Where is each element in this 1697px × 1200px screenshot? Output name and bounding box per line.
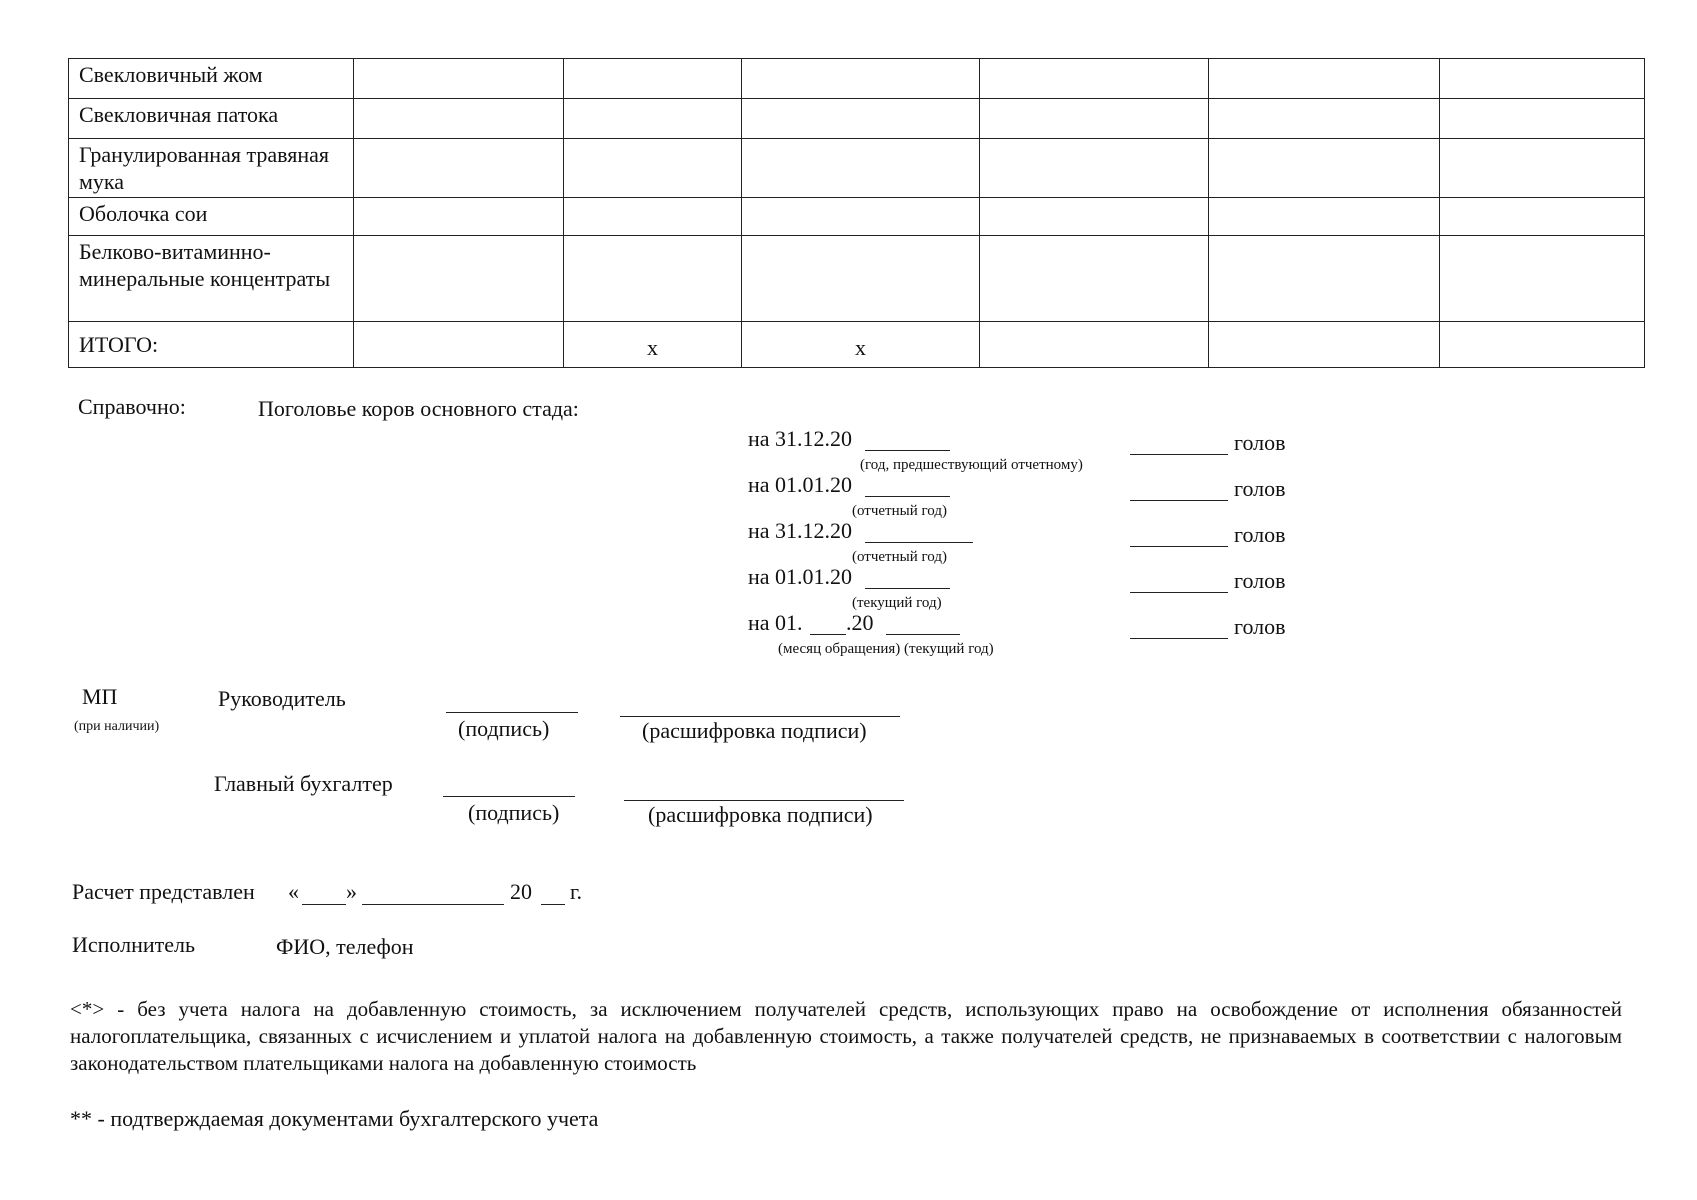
cell[interactable] — [980, 139, 1209, 198]
year-blank[interactable] — [541, 904, 565, 905]
table-row — [69, 99, 1645, 139]
cell[interactable] — [564, 139, 742, 198]
herd-date-note: (месяц обращения) (текущий год) — [778, 641, 994, 657]
cell[interactable] — [1440, 59, 1645, 99]
cell[interactable] — [742, 139, 980, 198]
table-row — [69, 139, 1645, 198]
herd-date-note: (отчетный год) — [852, 503, 947, 519]
cell[interactable] — [1440, 236, 1645, 322]
signature-caption: (подпись) — [458, 716, 550, 741]
head-count-blank[interactable] — [1130, 638, 1228, 639]
year-blank[interactable] — [865, 450, 950, 451]
head-count-blank[interactable] — [1130, 592, 1228, 593]
table-row — [69, 59, 1645, 99]
cell[interactable] — [980, 236, 1209, 322]
cell[interactable] — [1209, 198, 1440, 236]
cell[interactable] — [354, 99, 564, 139]
cell[interactable] — [354, 198, 564, 236]
year-blank[interactable] — [865, 588, 950, 589]
cell[interactable] — [980, 99, 1209, 139]
cell[interactable] — [564, 99, 742, 139]
herd-date-note: (текущий год) — [852, 595, 942, 611]
cell[interactable] — [980, 322, 1209, 368]
day-blank[interactable] — [302, 904, 346, 905]
row-label: Белково-витаминно-минеральные концентраты — [69, 236, 354, 322]
chief-accountant-label: Главный бухгалтер — [214, 771, 393, 796]
head-count-blank[interactable] — [1130, 546, 1228, 547]
accounting-footnote: ** - подтверждаемая документами бухгалтерского учета — [70, 1106, 599, 1131]
cell[interactable] — [980, 59, 1209, 99]
herd-date-prefix: на 01. — [748, 610, 803, 635]
unit-label: голов — [1234, 522, 1286, 547]
accountant-signature-line[interactable] — [443, 796, 575, 797]
cell[interactable] — [354, 322, 564, 368]
cell-x: x — [564, 322, 742, 368]
reference-label: Справочно: — [78, 394, 186, 419]
herd-date-mid: .20 — [846, 610, 874, 635]
year-blank[interactable] — [865, 542, 973, 543]
vat-footnote: <*> - без учета налога на добавленную стоимость, за исключением получателей средств, использующих право на освобождение от исполнения обязанностей налогоплательщика, связанных с исчислением и уплатой налога на добавленную стоимость, а также получателей средств, не признаваемых в соответствии с налоговым законодательством плательщиками налога на добавленную стоимость — [70, 997, 1622, 1075]
open-quote: « — [288, 879, 299, 904]
cell[interactable] — [1440, 198, 1645, 236]
herd-date-note: (отчетный год) — [852, 549, 947, 565]
row-label: Свекловичный жом — [69, 59, 354, 99]
year-blank[interactable] — [865, 496, 950, 497]
reference-title: Поголовье коров основного стада: — [258, 396, 579, 421]
cell[interactable] — [564, 59, 742, 99]
head-signature-line[interactable] — [446, 712, 578, 713]
unit-label: голов — [1234, 614, 1286, 639]
year-prefix: 20 — [510, 879, 532, 904]
cell[interactable] — [564, 236, 742, 322]
accountant-decoding-line[interactable] — [624, 800, 904, 801]
decoding-caption: (расшифровка подписи) — [648, 802, 873, 827]
cell[interactable] — [1440, 99, 1645, 139]
cell[interactable] — [354, 59, 564, 99]
signature-caption: (подпись) — [468, 800, 560, 825]
feed-table — [68, 58, 1645, 368]
herd-date-prefix: на 31.12.20 — [748, 426, 853, 451]
executor-value: ФИО, телефон — [276, 934, 414, 959]
decoding-caption: (расшифровка подписи) — [642, 718, 867, 743]
unit-label: голов — [1234, 476, 1286, 501]
table-row-total — [69, 322, 1645, 368]
herd-date-note: (год, предшествующий отчетному) — [860, 457, 1083, 473]
cell[interactable] — [354, 139, 564, 198]
cell[interactable] — [742, 236, 980, 322]
unit-label: голов — [1234, 568, 1286, 593]
month-blank[interactable] — [362, 904, 504, 905]
cell[interactable] — [1440, 139, 1645, 198]
cell[interactable] — [1209, 59, 1440, 99]
month-blank[interactable] — [810, 634, 846, 635]
year-suffix: г. — [570, 879, 583, 904]
cell-x: x — [742, 322, 980, 368]
stamp-label: МП — [82, 684, 118, 709]
unit-label: голов — [1234, 430, 1286, 455]
year-blank[interactable] — [886, 634, 960, 635]
table-row — [69, 236, 1645, 322]
cell[interactable] — [354, 236, 564, 322]
head-count-blank[interactable] — [1130, 454, 1228, 455]
cell[interactable] — [1440, 322, 1645, 368]
cell[interactable] — [1209, 99, 1440, 139]
cell[interactable] — [1209, 139, 1440, 198]
table-row — [69, 198, 1645, 236]
head-count-blank[interactable] — [1130, 500, 1228, 501]
cell[interactable] — [742, 198, 980, 236]
executor-label: Исполнитель — [72, 932, 196, 957]
cell[interactable] — [564, 198, 742, 236]
cell[interactable] — [742, 99, 980, 139]
close-quote: » — [346, 879, 357, 904]
row-label: Свекловичная патока — [69, 99, 354, 139]
herd-date-prefix: на 01.01.20 — [748, 472, 853, 497]
row-label: Гранулированная травяная мука — [69, 139, 354, 198]
row-label: Оболочка сои — [69, 198, 354, 236]
submitted-label: Расчет представлен — [72, 879, 255, 904]
cell[interactable] — [742, 59, 980, 99]
herd-date-prefix: на 01.01.20 — [748, 564, 853, 589]
head-decoding-line[interactable] — [620, 716, 900, 717]
head-label: Руководитель — [218, 686, 346, 711]
cell[interactable] — [1209, 236, 1440, 322]
row-label: ИТОГО: — [69, 322, 354, 368]
cell[interactable] — [980, 198, 1209, 236]
cell[interactable] — [1209, 322, 1440, 368]
stamp-note: (при наличии) — [74, 719, 160, 734]
herd-date-prefix: на 31.12.20 — [748, 518, 853, 543]
